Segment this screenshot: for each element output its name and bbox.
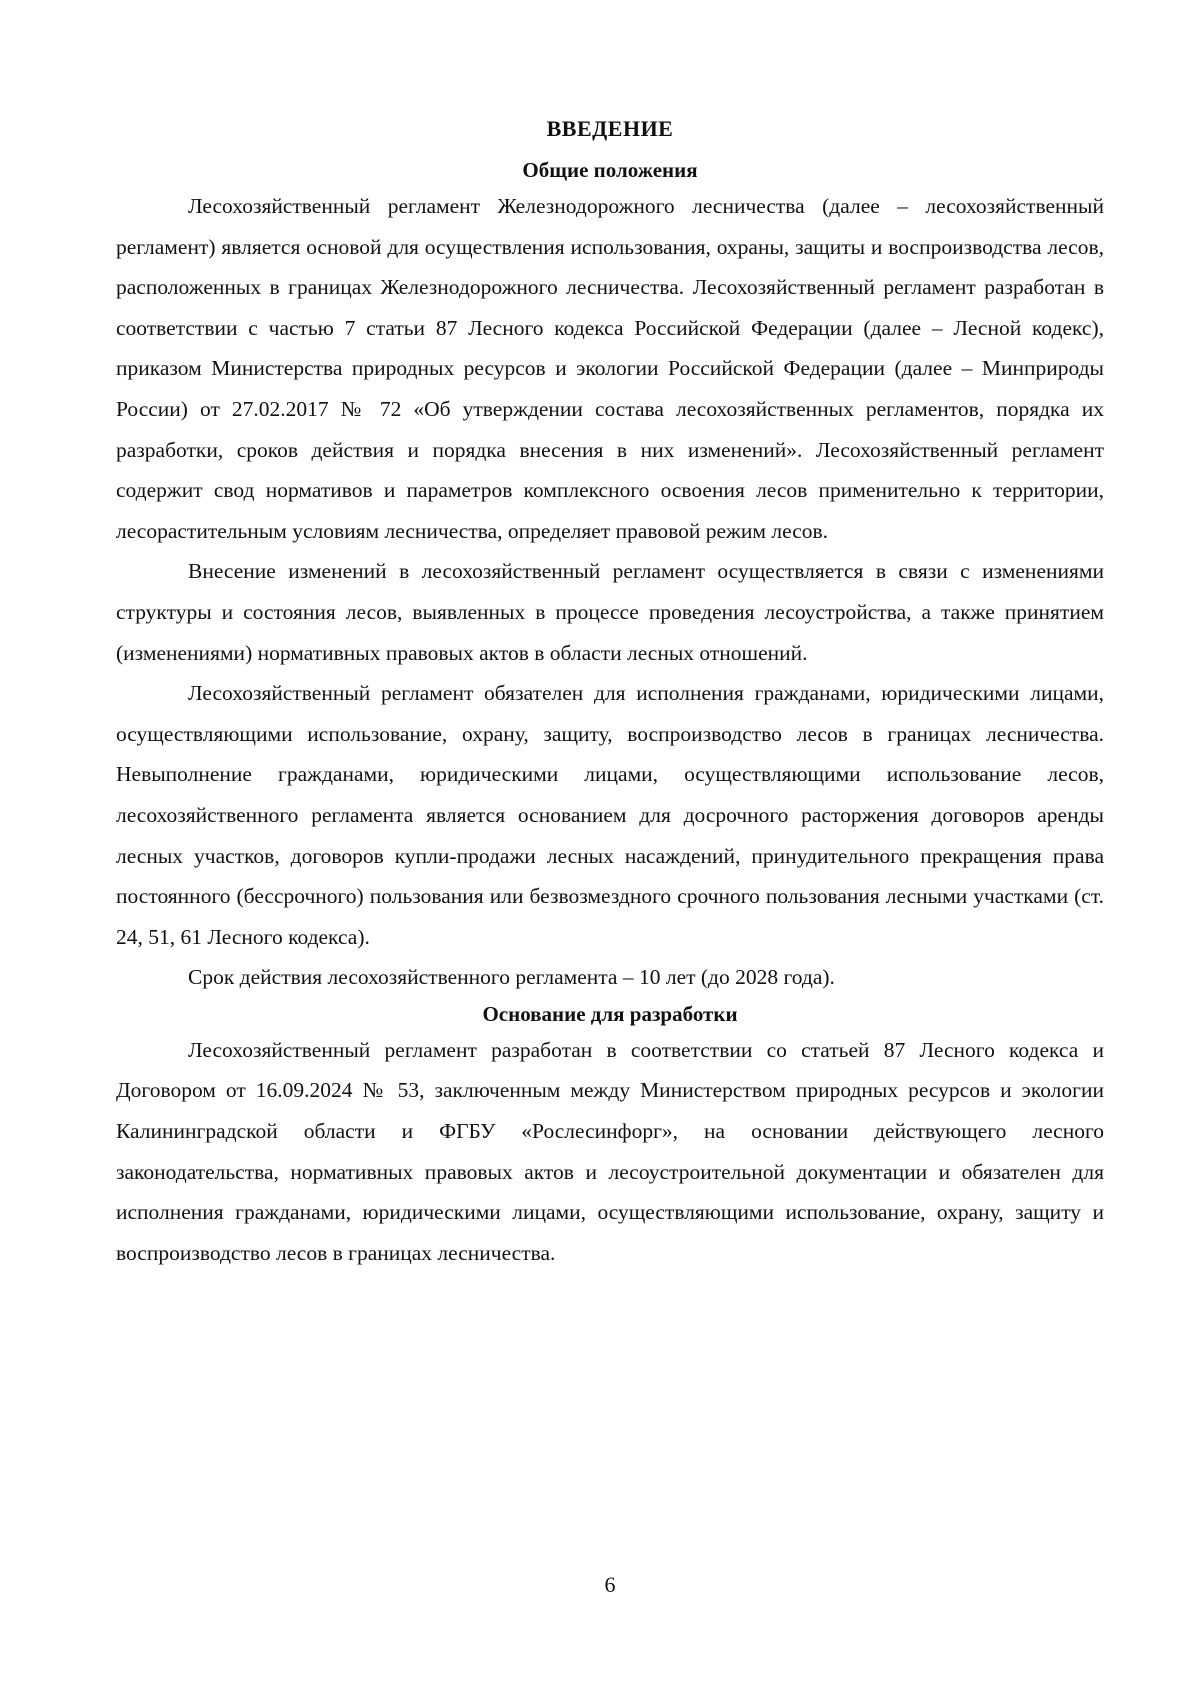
page-content xyxy=(116,114,1104,1273)
page-number: 6 xyxy=(604,1572,616,1597)
document-title: ВВЕДЕНИЕ xyxy=(546,116,674,141)
paragraph-general-4: Срок действия лесохозяйственного регламента – 10 лет (до 2028 года). xyxy=(188,965,835,990)
paragraph-general-1: Лесохозяйственный регламент Железнодорожного лесничества (далее – лесохозяйственный регламент) является основой для осуществления использования, охраны, защиты и воспроизводства лесов, расположенных в границах Железнодорожного лесничества. Лесохозяйственный регламент разработан в соответствии с частью 7 статьи 87 Лесного кодекса Российской Федерации (далее – Лесной кодекс), приказом Министерства природных ресурсов и экологии Российской Федерации (далее – Минприроды России) от 27.02.2017 № 72 «Об утверждении состава лесохозяйственных регламентов, порядка их разработки, сроков действия и порядка внесения в них изменений». Лесохозяйственный регламент содержит свод нормативов и параметров комплексного освоения лесов применительно к территории, лесорастительным условиям лесничества, определяет правовой режим лесов. xyxy=(116,194,1104,543)
paragraph-general-2: Внесение изменений в лесохозяйственный регламент осуществляется в связи с изменениями структуры и состояния лесов, выявленных в процессе проведения лесоустройства, а также принятием (изменениями) нормативных правовых актов в области лесных отношений. xyxy=(116,559,1104,665)
paragraph-general-3: Лесохозяйственный регламент обязателен для исполнения гражданами, юридическими лицами, осуществляющими использование, охрану, защиту, воспроизводство лесов в границах лесничества. Невыполнение гражданами, юридическими лицами, осуществляющими использование лесов, лесохозяйственного регламента является основанием для досрочного расторжения договоров аренды лесных участков, договоров купли-продажи лесных насаждений, принудительного прекращения права постоянного (бессрочного) пользования или безвозмездного срочного пользования лесными участками (ст. 24, 51, 61 Лесного кодекса). xyxy=(116,681,1104,949)
section-heading-general: Общие положения xyxy=(522,158,698,182)
section-heading-basis: Основание для разработки xyxy=(482,1001,738,1026)
paragraph-basis-1: Лесохозяйственный регламент разработан в соответствии со статьей 87 Лесного кодекса и Договором от 16.09.2024 № 53, заключенным между Министерством природных ресурсов и экологии Калининградской области и ФГБУ «Рослесинфорг», на основании действующего лесного законодательства, нормативных правовых актов и лесоустроительной документации и обязателен для исполнения гражданами, юридическими лицами, осуществляющими использование, охрану, защиту и воспроизводство лесов в границах лесничества. xyxy=(116,1037,1104,1265)
